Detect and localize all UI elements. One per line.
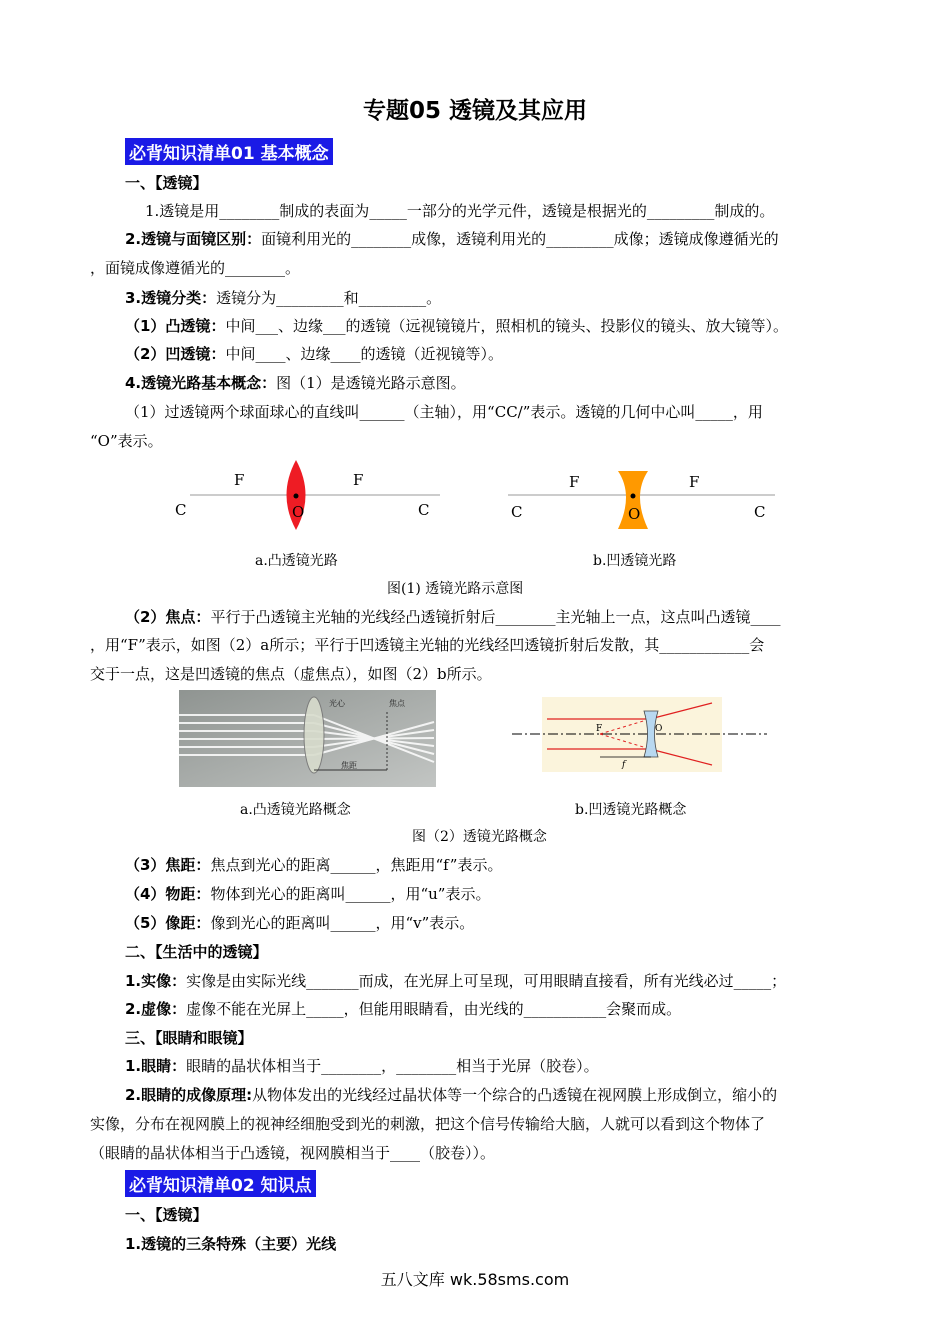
line-15b: 实像，分布在视网膜上的视神经细胞受到光的刺激，把这个信号传输给大脑，人就可以看到这个物体了: [90, 1115, 766, 1133]
convex-lens-photo: [179, 690, 436, 787]
line-7b: “O”表示。: [90, 432, 163, 450]
line-14: [125, 1055, 599, 1077]
line-8: [125, 606, 780, 628]
line-11-heading: （5）像距：: [125, 914, 211, 932]
line-8-text: 平行于凸透镜主光轴的光线经凸透镜折射后________主光轴上一点，这点叫凸透镜____: [210, 608, 781, 626]
figure-2-caption: 图（2）透镜光路概念: [412, 829, 547, 845]
line-10-text: 物体到光心的距离叫______，用“u”表示。: [210, 885, 491, 903]
focus-label-right: F: [353, 471, 364, 489]
line-2b: ，面镜成像遵循光的________。: [90, 259, 301, 277]
heading-eyes: 三、【眼睛和眼镜】: [125, 1029, 253, 1047]
line-12-heading: 1.实像：: [125, 972, 187, 990]
line-3-text: 透镜分为_________和_________。: [216, 289, 442, 307]
line-10-heading: （4）物距：: [125, 885, 211, 903]
glass-lens: [304, 697, 324, 773]
line-4-heading: （1）凸透镜：: [125, 317, 226, 335]
line-13: [125, 998, 681, 1020]
center-label-right: C: [754, 503, 766, 521]
line-12-text: 实像是由实际光线_______而成，在光屏上可呈现，可用眼睛直接看，所有光线必过_____；: [186, 972, 787, 990]
footer-watermark: 五八文库 wk.58sms.com: [380, 1270, 570, 1289]
section-banner-2: 必背知识清单02 知识点: [125, 1170, 316, 1197]
line-7: （1）过透镜两个球面球心的直线叫______（主轴），用“CC/”表示。透镜的几何中心叫_____，用: [125, 403, 763, 421]
section-banner-1: 必背知识清单01 基本概念: [125, 138, 333, 165]
line-8b: ，用“F”表示，如图（2）a所示；平行于凹透镜主光轴的光线经凹透镜折射后发散，其____________会: [90, 636, 765, 654]
figure-2a-caption: a.凸透镜光路概念: [240, 802, 351, 818]
page-title: 专题05 透镜及其应用: [362, 98, 587, 124]
focus-label-left: F: [569, 473, 580, 491]
photo-label-focus: 焦点: [389, 699, 405, 708]
line-1: 1.透镜是用________制成的表面为_____一部分的光学元件，透镜是根据光的_________制成的。: [145, 202, 775, 220]
convex-lens-diagram: [175, 460, 440, 530]
focus-label-left: F: [234, 471, 245, 489]
line-15: [125, 1084, 777, 1106]
line-6: [125, 372, 466, 394]
photo-label-center: 光心: [329, 699, 345, 708]
focus-label-right: F: [689, 473, 700, 491]
line-9-text: 焦点到光心的距离______，焦距用“f”表示。: [210, 856, 503, 874]
concave-lens-ray-diagram: [512, 697, 767, 772]
center-label-right: C: [418, 501, 430, 519]
line-8-heading: （2）焦点：: [125, 608, 211, 626]
line-6-heading: 4.透镜光路基本概念：: [125, 374, 277, 392]
optical-center-label: O: [655, 724, 663, 734]
line-8c: 交于一点，这是凹透镜的焦点（虚焦点），如图（2）b所示。: [90, 665, 492, 683]
figure-2b-caption: b.凹透镜光路概念: [575, 802, 687, 818]
line-15-heading: 2.眼睛的成像原理:: [125, 1086, 253, 1104]
line-2-text: 面镜利用光的________成像，透镜利用光的_________成像；透镜成像遵循光的: [261, 230, 779, 248]
line-13-text: 虚像不能在光屏上_____，但能用眼睛看，由光线的___________会聚而成。: [186, 1000, 682, 1018]
heading-lens: 一、【透镜】: [125, 174, 208, 192]
optical-center-dot: [631, 494, 636, 499]
line-15-text: 从物体发出的光线经过晶状体等一个综合的凸透镜在视网膜上形成倒立，缩小的: [252, 1086, 778, 1104]
line-4-text: 中间___、边缘___的透镜（远视镜镜片，照相机的镜头、投影仪的镜头、放大镜等）。: [225, 317, 788, 335]
line-5: [125, 343, 503, 365]
center-label-left: C: [175, 501, 187, 519]
line-15c: （眼睛的晶状体相当于凸透镜，视网膜相当于____（胶卷））。: [90, 1144, 496, 1162]
line-12: [125, 970, 786, 992]
line-3-heading: 3.透镜分类：: [125, 289, 217, 307]
focal-length-label: f: [622, 760, 626, 770]
photo-label-distance: 焦距: [341, 761, 357, 770]
concave-lens-diagram: [508, 471, 775, 529]
line-11-text: 像到光心的距离叫______，用“v”表示。: [210, 914, 475, 932]
line-2-heading: 2.透镜与面镜区别：: [125, 230, 262, 248]
line-14-heading: 1.眼睛：: [125, 1057, 187, 1075]
figure-1-caption: 图(1) 透镜光路示意图: [387, 581, 524, 597]
line-2: [125, 228, 779, 250]
line-9: [125, 854, 502, 876]
figure-1-diagram: [160, 455, 790, 535]
line-13-heading: 2.虚像：: [125, 1000, 187, 1018]
line-9-heading: （3）焦距：: [125, 856, 211, 874]
line-6-text: 图（1）是透镜光路示意图。: [276, 374, 466, 392]
center-label-left: C: [511, 503, 523, 521]
figure-1a-caption: a.凸透镜光路: [255, 553, 338, 569]
line-10: [125, 883, 490, 905]
heading-lens-2: 一、【透镜】: [125, 1206, 208, 1224]
line-3: [125, 287, 441, 309]
optical-center-label: O: [292, 503, 305, 521]
line-5-text: 中间____、边缘____的透镜（近视镜等）。: [225, 345, 503, 363]
figure-1b-caption: b.凹透镜光路: [593, 553, 677, 569]
line-16: 1.透镜的三条特殊（主要）光线: [125, 1235, 337, 1253]
focus-label: F: [596, 724, 603, 734]
line-11: [125, 912, 474, 934]
optical-center-label: O: [628, 505, 641, 523]
line-5-heading: （2）凹透镜：: [125, 345, 226, 363]
heading-life-lens: 二、【生活中的透镜】: [125, 943, 268, 961]
optical-center-dot: [294, 494, 299, 499]
line-4: [125, 315, 788, 337]
line-14-text: 眼睛的晶状体相当于________，________相当于光屏（胶卷）。: [186, 1057, 599, 1075]
